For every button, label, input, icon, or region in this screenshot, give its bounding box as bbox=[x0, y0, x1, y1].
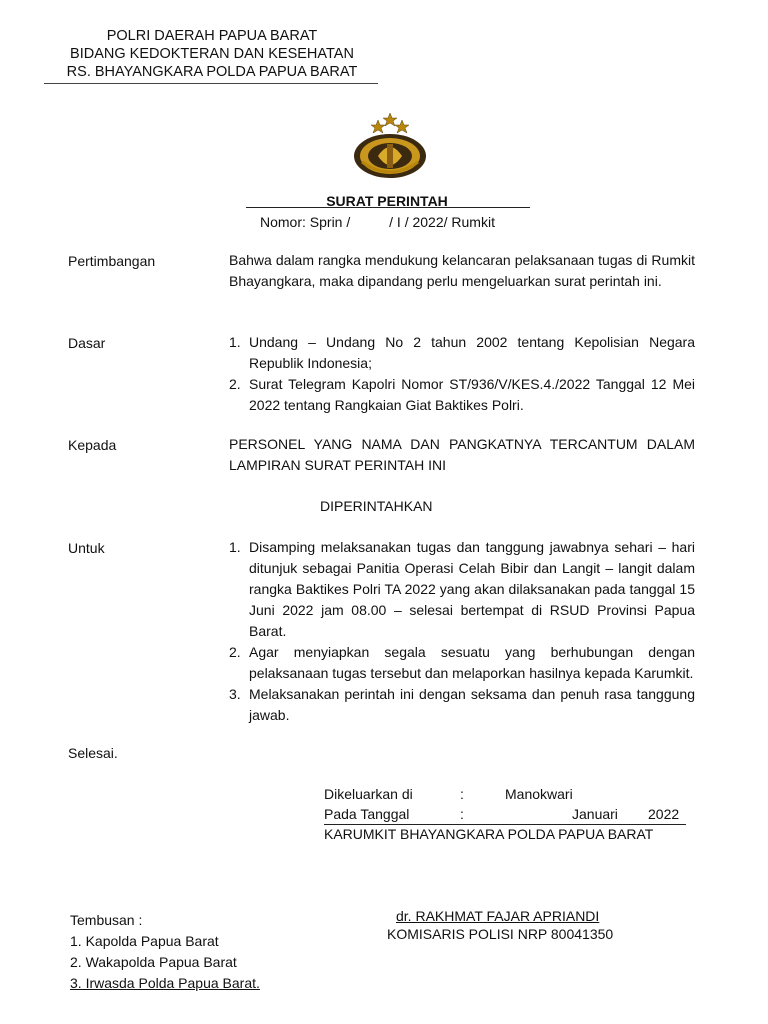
issued-date-colon: : bbox=[460, 806, 464, 822]
issued-date-label: Pada Tanggal bbox=[324, 806, 410, 822]
untuk-item-text: Melaksanakan perintah ini dengan seksama dan penuh rasa tanggung jawab. bbox=[249, 686, 695, 723]
header-line-3: RS. BHAYANGKARA POLDA PAPUA BARAT bbox=[66, 64, 358, 80]
tembusan-item: 2. Wakapolda Papua Barat bbox=[70, 954, 237, 970]
untuk-item-number: 3. bbox=[229, 686, 241, 702]
dasar-item bbox=[229, 374, 695, 416]
untuk-item bbox=[229, 537, 695, 642]
header-divider bbox=[44, 83, 378, 84]
issued-place-value: Manokwari bbox=[505, 786, 573, 802]
polri-crest-icon bbox=[348, 110, 432, 182]
tembusan-item: 3. Irwasda Polda Papua Barat. bbox=[70, 975, 260, 991]
letter-number: Nomor: Sprin / / I / 2022/ Rumkit bbox=[260, 214, 495, 230]
untuk-item-text: Disamping melaksanakan tugas dan tanggung jawabnya sehari – hari ditunjuk sebagai Panitia Operasi Celah Bibir dan Langit – langit dalam rangka Baktikes Polri TA 2022 yang akan dilaksanakan pada tanggal 15 Juni 2022 jam 08.00 – selesai bertempat di RSUD Provinsi Papua Barat. bbox=[249, 539, 695, 639]
untuk-item-number: 2. bbox=[229, 644, 241, 660]
letter-title: SURAT PERINTAH bbox=[326, 193, 448, 209]
signatory-name: dr. RAKHMAT FAJAR APRIANDI bbox=[396, 908, 600, 924]
issued-date-year: 2022 bbox=[648, 806, 680, 822]
issued-place-label: Dikeluarkan di bbox=[324, 786, 413, 802]
label-untuk: Untuk bbox=[68, 540, 105, 556]
issued-place-colon: : bbox=[460, 786, 464, 802]
header-line-1: POLRI DAERAH PAPUA BARAT bbox=[106, 28, 318, 44]
diperintahkan-heading: DIPERINTAHKAN bbox=[320, 498, 433, 514]
closing-text: Selesai. bbox=[68, 745, 118, 761]
dasar-list bbox=[229, 332, 695, 416]
label-dasar: Dasar bbox=[68, 335, 106, 351]
title-underline bbox=[246, 207, 530, 208]
issued-divider bbox=[324, 824, 686, 825]
untuk-item-number: 1. bbox=[229, 539, 241, 555]
issued-date-month: Januari bbox=[572, 806, 618, 822]
untuk-list bbox=[229, 537, 695, 726]
untuk-item-text: Agar menyiapkan segala sesuatu yang berhubungan dengan pelaksanaan tugas tersebut dan melaporkan hasilnya kepada Karumkit. bbox=[249, 644, 695, 681]
label-pertimbangan: Pertimbangan bbox=[68, 253, 156, 269]
tembusan-item: 1. Kapolda Papua Barat bbox=[70, 933, 219, 949]
kepada-text: PERSONEL YANG NAMA DAN PANGKATNYA TERCANTUM DALAM LAMPIRAN SURAT PERINTAH INI bbox=[229, 436, 695, 473]
pertimbangan-text: Bahwa dalam rangka mendukung kelancaran pelaksanaan tugas di Rumkit Bhayangkara, maka dipandang perlu mengeluarkan surat perintah ini. bbox=[229, 252, 695, 289]
untuk-item bbox=[229, 684, 695, 726]
dasar-item bbox=[229, 332, 695, 374]
issuing-office: KARUMKIT BHAYANGKARA POLDA PAPUA BARAT bbox=[324, 826, 654, 842]
dasar-item-number: 2. bbox=[229, 376, 241, 392]
dasar-item-text: Undang – Undang No 2 tahun 2002 tentang Kepolisian Negara Republik Indonesia; bbox=[249, 334, 695, 371]
tembusan-label: Tembusan : bbox=[70, 912, 143, 928]
untuk-item bbox=[229, 642, 695, 684]
header-line-2: BIDANG KEDOKTERAN DAN KESEHATAN bbox=[70, 46, 354, 62]
label-kepada: Kepada bbox=[68, 437, 117, 453]
signatory-rank: KOMISARIS POLISI NRP 80041350 bbox=[387, 926, 614, 942]
dasar-item-text: Surat Telegram Kapolri Nomor ST/936/V/KES.4./2022 Tanggal 12 Mei 2022 tentang Rangkaian Giat Baktikes Polri. bbox=[249, 376, 695, 413]
dasar-item-number: 1. bbox=[229, 334, 241, 350]
